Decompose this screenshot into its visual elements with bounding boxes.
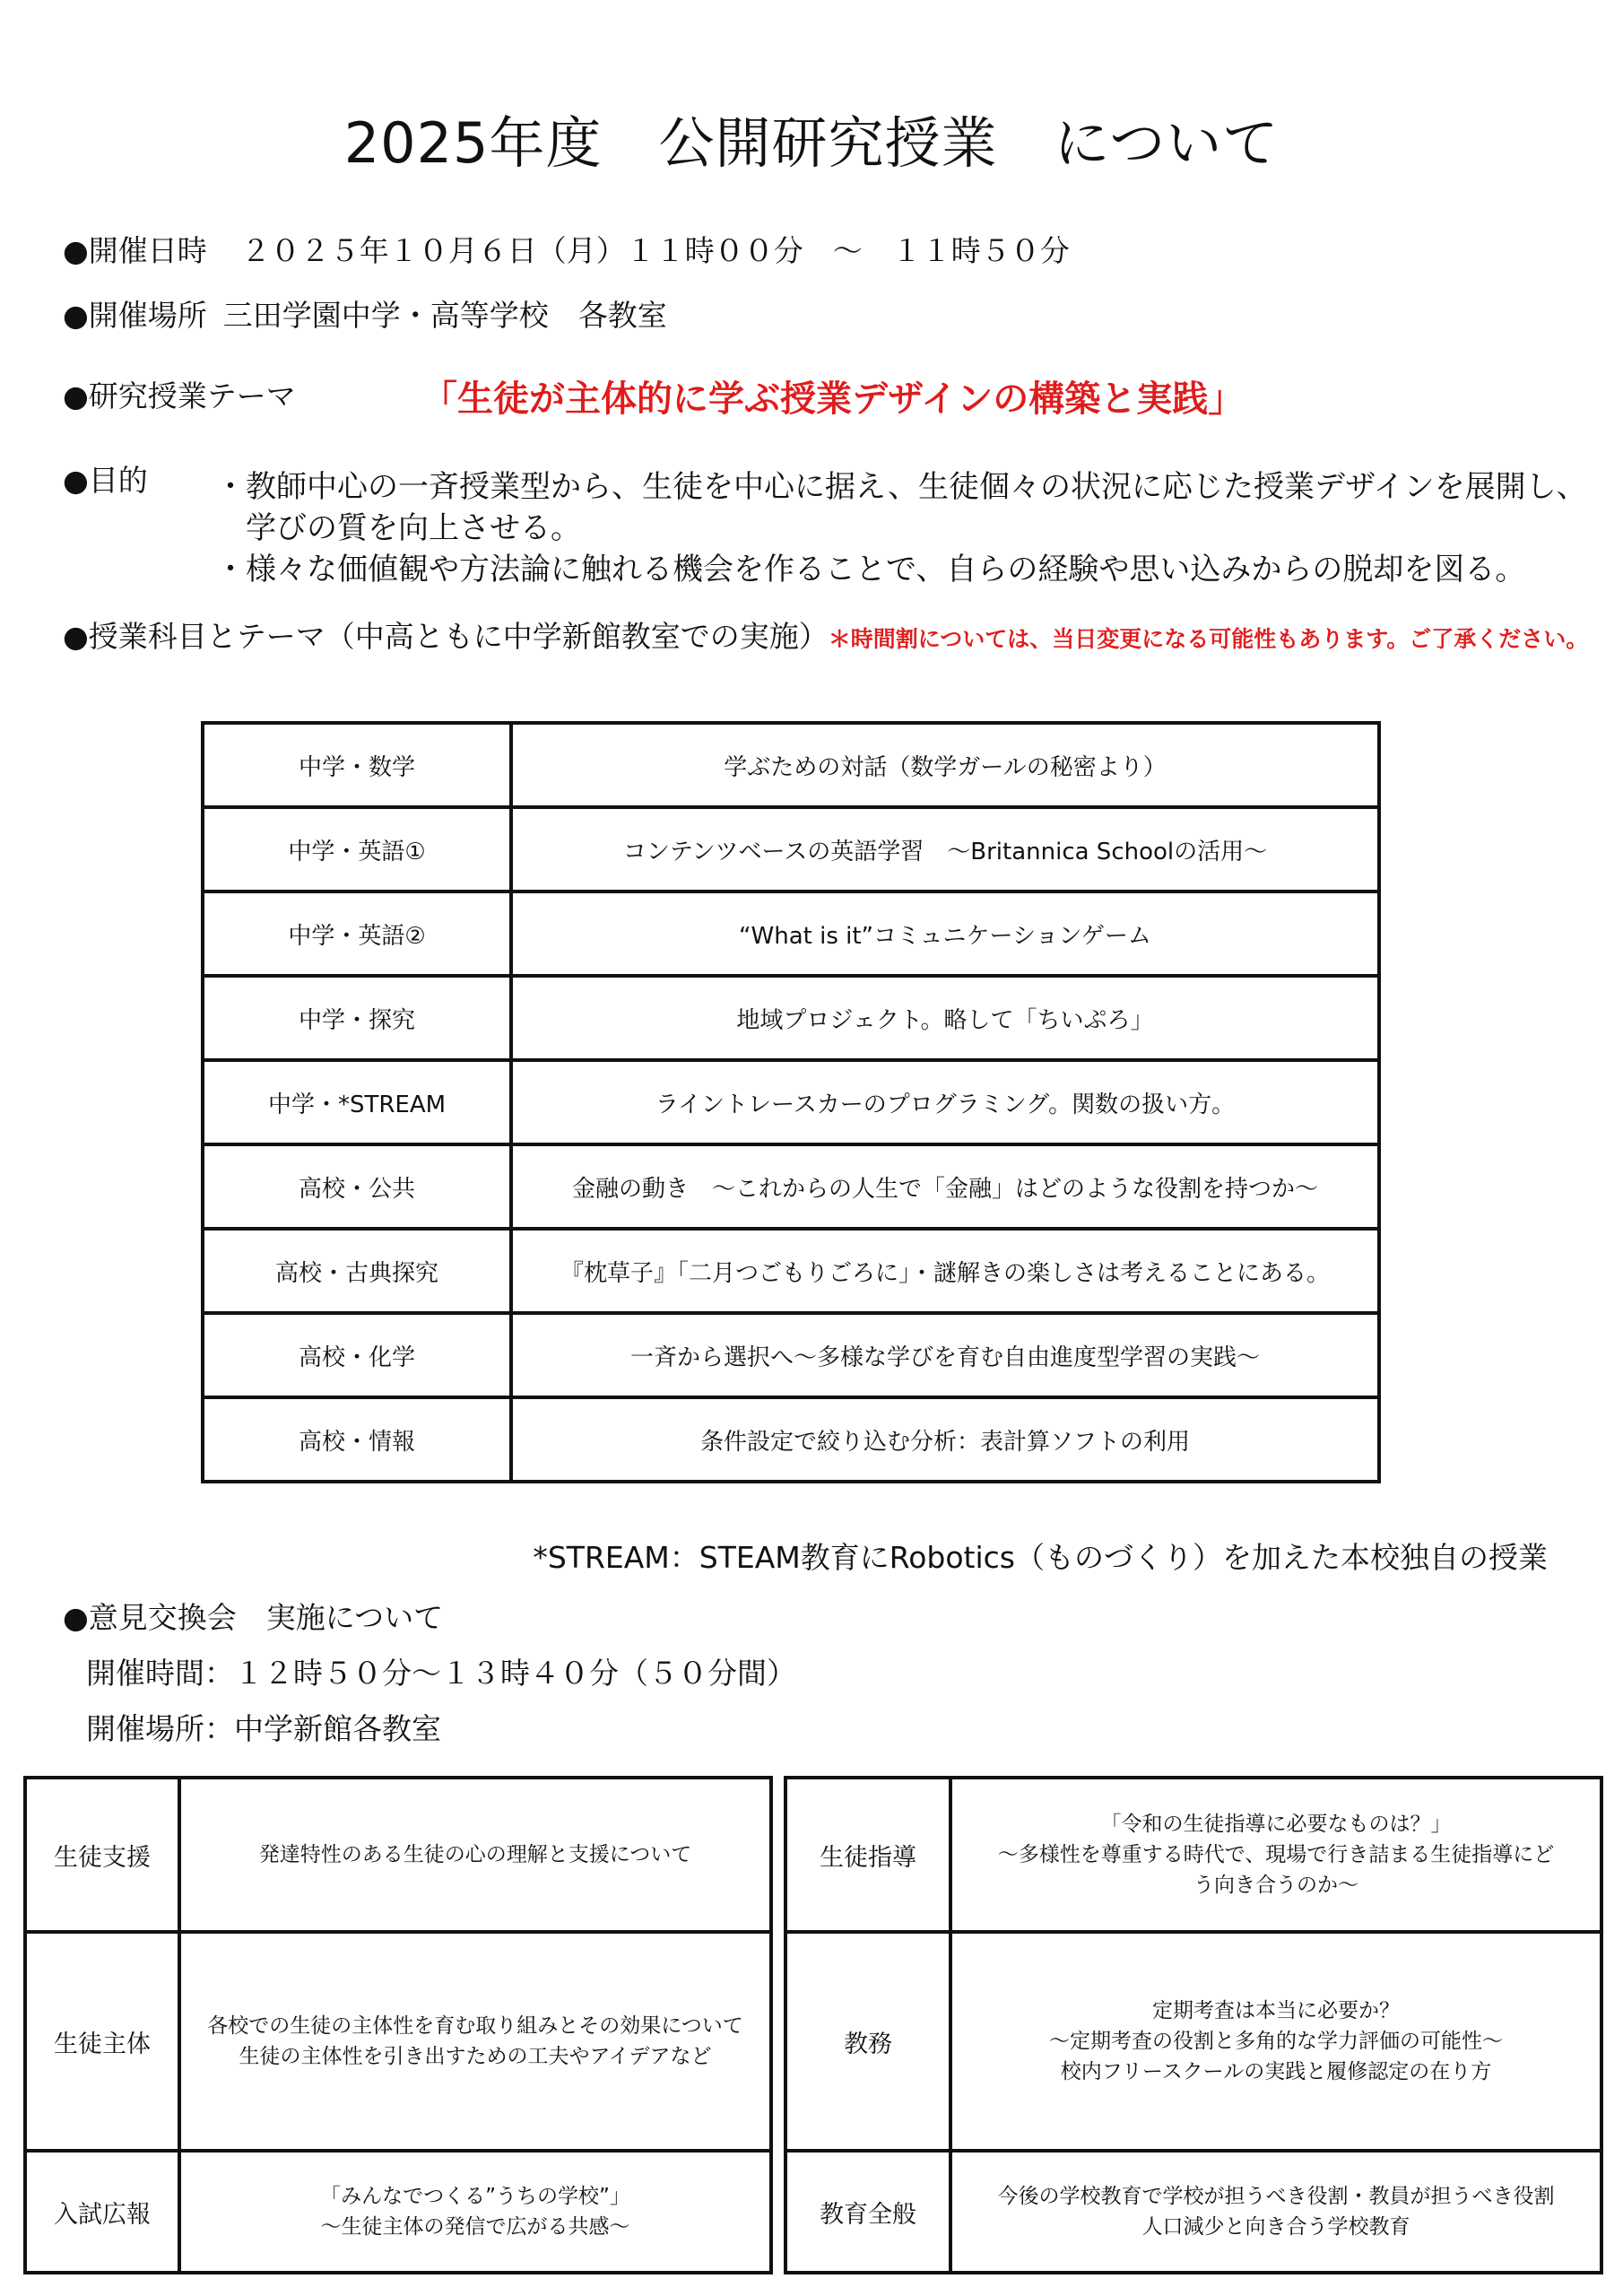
table-row xyxy=(203,807,1379,891)
page-title: 2025年度 公開研究授業 について xyxy=(343,110,1280,176)
table-row xyxy=(203,1144,1379,1229)
date-label: ●開催日時 xyxy=(63,233,207,268)
purpose-line: ・様々な価値観や方法論に触れる機会を作ることで、自らの経験や思い込みからの脱却を図る。 xyxy=(215,552,1526,587)
description-line: う向き合うのか～ xyxy=(1193,1874,1358,1897)
subject-cell: 高校・公共 xyxy=(203,1144,511,1229)
table-row xyxy=(25,1778,771,1932)
description-line: 「令和の生徒指導に必要なものは？」 xyxy=(1100,1813,1452,1836)
exchange-table-left xyxy=(23,1776,773,2274)
place-label: ●開催場所 xyxy=(63,298,207,333)
purpose-list xyxy=(215,466,1587,590)
subject-cell: 中学・*STREAM xyxy=(203,1060,511,1144)
subject-cell: 中学・数学 xyxy=(203,723,511,807)
description-line: 各校での生徒の主体性を育む取り組みとその効果について xyxy=(207,2014,743,2038)
category-cell: 教務 xyxy=(785,1932,950,2151)
theme-cell: 地域プロジェクト。略して「ちいぷろ」 xyxy=(511,976,1379,1060)
description-cell xyxy=(950,1932,1601,2151)
table-row xyxy=(203,1397,1379,1482)
description-line: 発達特性のある生徒の心の理解と支援について xyxy=(258,1843,692,1866)
table-row xyxy=(203,1060,1379,1144)
subject-cell: 中学・探究 xyxy=(203,976,511,1060)
table-row xyxy=(25,1932,771,2151)
table-row xyxy=(785,2151,1601,2273)
description-line: ～生徒主体の発信で広がる共感～ xyxy=(320,2215,630,2239)
theme-cell: 金融の動き ～これからの人生で「金融」はどのような役割を持つか～ xyxy=(511,1144,1379,1229)
table-row xyxy=(203,1313,1379,1397)
place-value: 三田学園中学・高等学校 各教室 xyxy=(222,298,667,333)
theme-cell: ライントレースカーのプログラミング。関数の扱い方。 xyxy=(511,1060,1379,1144)
subject-cell: 高校・化学 xyxy=(203,1313,511,1397)
theme-cell: 『枕草子』「二月つごもりごろに」・謎解きの楽しさは考えることにある。 xyxy=(511,1229,1379,1313)
purpose-line: ・教師中心の一斉授業型から、生徒を中心に据え、生徒個々の状況に応じた授業デザインを展開し、 xyxy=(215,469,1587,505)
subjects-label: ●授業科目とテーマ（中高ともに中学新館教室での実施） xyxy=(63,619,829,654)
description-cell xyxy=(179,2151,771,2273)
table-row xyxy=(203,723,1379,807)
stream-footnote: *STREAM：STEAM教育にRobotics（ものづくり）を加えた本校独自の授業 xyxy=(533,1540,1548,1575)
description-cell xyxy=(950,1778,1601,1932)
table-row xyxy=(203,1229,1379,1313)
category-cell: 生徒支援 xyxy=(25,1778,179,1932)
table-row xyxy=(785,1932,1601,2151)
description-line: 定期考査は本当に必要か？ xyxy=(1152,1999,1400,2022)
subject-cell: 中学・英語① xyxy=(203,807,511,891)
description-cell xyxy=(179,1778,771,1932)
purpose-line: 学びの質を向上させる。 xyxy=(215,510,581,546)
schedule-note: ＊時間割については、当日変更になる可能性もあります。ご了承ください。 xyxy=(828,626,1589,652)
theme-cell: コンテンツベースの英語学習 ～Britannica Schoolの活用～ xyxy=(511,807,1379,891)
category-cell: 教育全般 xyxy=(785,2151,950,2273)
exchange-time: 開催時間：１２時５０分～１３時４０分（５０分間） xyxy=(86,1656,796,1691)
description-line: ～多様性を尊重する時代で、現場で行き詰まる生徒指導にど xyxy=(997,1843,1555,1866)
theme-cell: 条件設定で絞り込む分析：表計算ソフトの利用 xyxy=(511,1397,1379,1482)
category-cell: 生徒指導 xyxy=(785,1778,950,1932)
description-line: 人口減少と向き合う学校教育 xyxy=(1141,2215,1410,2239)
category-cell: 生徒主体 xyxy=(25,1932,179,2151)
theme-value: 「生徒が主体的に学ぶ授業デザインの構築と実践」 xyxy=(421,378,1245,420)
table-row xyxy=(203,976,1379,1060)
date-row xyxy=(63,231,1070,271)
table-row xyxy=(25,2151,771,2273)
exchange-label: ●意見交換会 実施について xyxy=(63,1600,444,1635)
subject-cell: 高校・情報 xyxy=(203,1397,511,1482)
description-cell xyxy=(950,2151,1601,2273)
category-cell: 入試広報 xyxy=(25,2151,179,2273)
theme-label: ●研究授業テーマ xyxy=(63,378,296,413)
place-row xyxy=(63,296,667,335)
description-cell xyxy=(179,1932,771,2151)
theme-cell: 一斉から選択へ～多様な学びを育む自由進度型学習の実践～ xyxy=(511,1313,1379,1397)
description-line: 今後の学校教育で学校が担うべき役割・教員が担うべき役割 xyxy=(997,2185,1555,2208)
table-row xyxy=(203,891,1379,976)
theme-cell: 学ぶための対話（数学ガールの秘密より） xyxy=(511,723,1379,807)
theme-cell: “What is it”コミュニケーションゲーム xyxy=(511,891,1379,976)
description-line: 校内フリースクールの実践と履修認定の在り方 xyxy=(1060,2060,1492,2083)
exchange-table-right xyxy=(784,1776,1603,2274)
subjects-heading xyxy=(63,617,1588,659)
date-value: ２０２５年１０月６日（月）１１時００分 ～ １１時５０分 xyxy=(240,233,1070,268)
description-line: ～定期考査の役割と多角的な学力評価の可能性～ xyxy=(1049,2030,1503,2053)
description-line: 生徒の主体性を引き出すための工夫やアイデアなど xyxy=(239,2045,712,2068)
subject-cell: 中学・英語② xyxy=(203,891,511,976)
subject-cell: 高校・古典探究 xyxy=(203,1229,511,1313)
purpose-label: ●目的 xyxy=(63,463,148,498)
exchange-place: 開催場所：中学新館各教室 xyxy=(86,1711,441,1746)
description-line: 「みんなでつくる”うちの学校”」 xyxy=(320,2185,630,2208)
subjects-table xyxy=(201,721,1381,1483)
table-row xyxy=(785,1778,1601,1932)
